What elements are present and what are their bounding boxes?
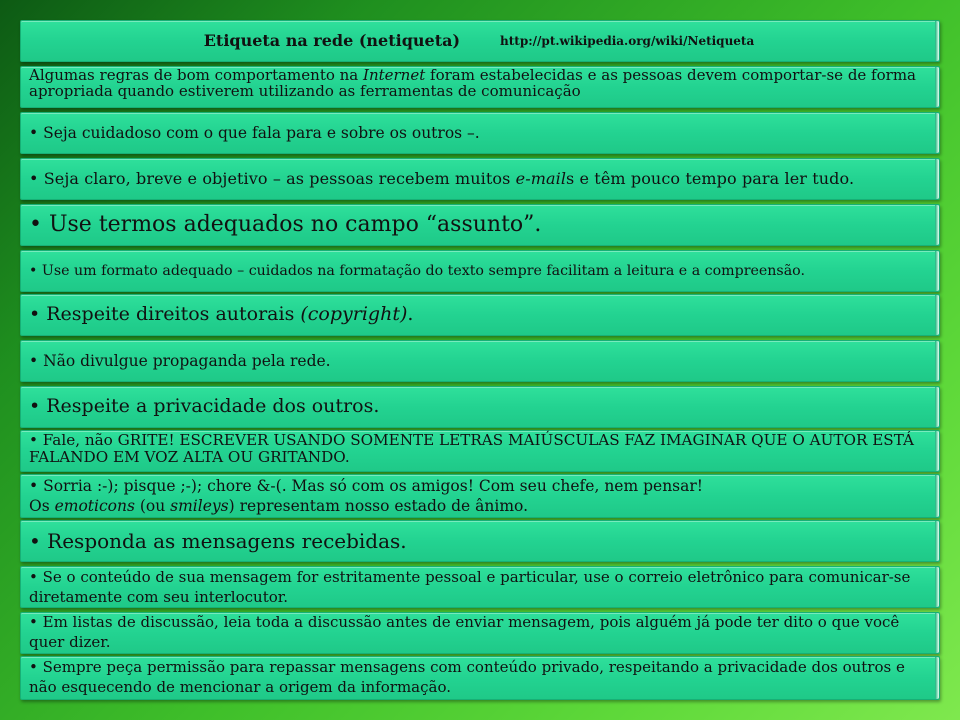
page-title: Etiqueta na rede (netiqueta) <box>203 30 461 50</box>
rule-text-2: . <box>407 303 414 326</box>
rule-row-3 <box>20 204 940 246</box>
rule-row-6 <box>20 340 940 382</box>
rule-text: • Sorria :-); pisque ;-); chore &-(. Mas só com os amigos! Com seu chefe, nem pensar! <box>29 477 704 495</box>
rule-row-7 <box>20 386 940 428</box>
rule-text: • Responda as mensagens recebidas. <box>29 528 407 553</box>
rule-text: • Respeite a privacidade dos outros. <box>29 395 380 418</box>
intro-row <box>20 66 940 108</box>
rule-text: • Sempre peça permissão para repassar mensagens com conteúdo privado, respeitando a privacidade dos outros e não esquecendo de mencionar a origem da informação. <box>29 658 905 696</box>
intro-text-2: foram estabelecidas e as pessoas devem comportar-se de forma apropriada quando estiverem utilizando as ferramentas de comunicação <box>29 66 916 100</box>
rule-row-9 <box>20 474 940 518</box>
intro-italic: Internet <box>363 66 426 84</box>
rule-row-5 <box>20 294 940 336</box>
rule-text: • Não divulgue propaganda pela rede. <box>29 351 331 370</box>
rule-text: • Use um formato adequado – cuidados na formatação do texto sempre facilitam a leitura e a compreensão. <box>29 262 805 279</box>
rule-text-2: s e têm pouco tempo para ler tudo. <box>566 168 855 188</box>
rule-italic: e-mail <box>515 168 567 188</box>
rule-text-3: (ou <box>134 497 171 516</box>
rule-italic: emoticons <box>54 497 135 516</box>
rule-row-1 <box>20 112 940 154</box>
rule-text: • Fale, não GRITE! ESCREVER USANDO SOMENTE LETRAS MAIÚSCULAS FAZ IMAGINAR QUE O AUTOR ESTÁ FALANDO EM VOZ ALTA OU GRITANDO. <box>29 431 914 466</box>
rule-row-10 <box>20 520 940 562</box>
rule-text: • Em listas de discussão, leia toda a discussão antes de enviar mensagem, pois alguém já pode ter dito o que você quer dizer. <box>29 613 900 651</box>
rule-text: • Se o conteúdo de sua mensagem for estritamente pessoal e particular, use o correio eletrônico para comunicar-se diretamente com seu interlocutor. <box>29 568 911 606</box>
rule-row-12 <box>20 612 940 654</box>
title-row <box>20 20 940 62</box>
rule-row-13 <box>20 656 940 700</box>
rule-text: • Seja cuidadoso com o que fala para e sobre os outros –. <box>29 123 480 142</box>
intro-text: Algumas regras de bom comportamento na <box>29 66 364 84</box>
rule-text: • Seja claro, breve e objetivo – as pessoas recebem muitos <box>29 168 516 188</box>
rule-text-4: ) representam nosso estado de ânimo. <box>228 497 529 516</box>
source-url: http://pt.wikipedia.org/wiki/Netiqueta <box>500 33 755 48</box>
rule-row-8 <box>20 430 940 472</box>
rule-row-11 <box>20 566 940 608</box>
rule-italic-2: smileys <box>170 497 229 516</box>
rule-text-2: Os <box>29 497 55 516</box>
rule-text: • Respeite direitos autorais <box>29 303 301 326</box>
rule-text: • Use termos adequados no campo “assunto”. <box>29 212 542 238</box>
rule-row-2 <box>20 158 940 200</box>
rule-row-4 <box>20 250 940 292</box>
rule-italic: (copyright) <box>300 303 408 326</box>
